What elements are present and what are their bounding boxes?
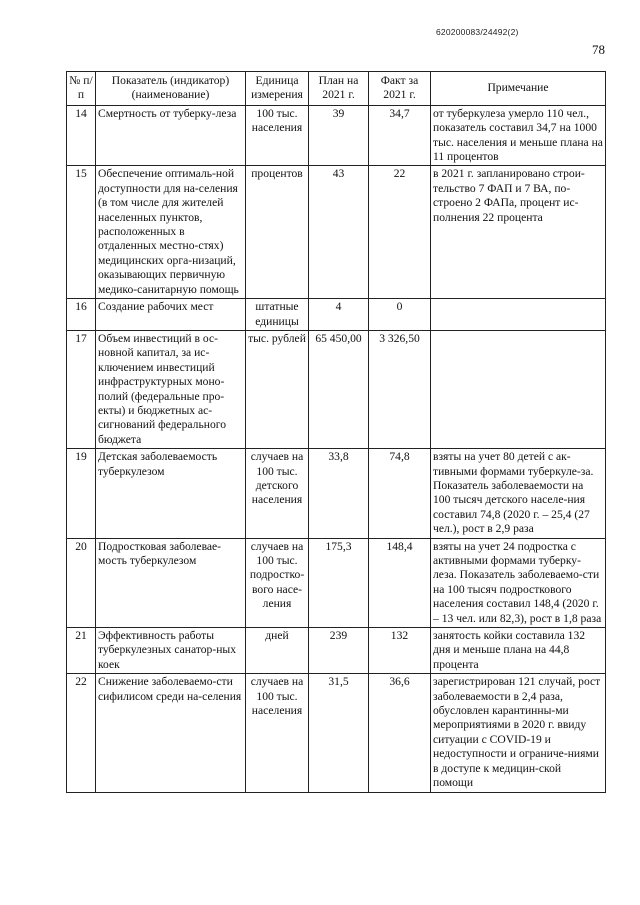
cell-indicator: Подростковая заболевае-мость туберкулезом bbox=[96, 538, 246, 627]
col-header-num: № п/п bbox=[67, 72, 96, 106]
cell-unit: 100 тыс. населения bbox=[246, 105, 309, 166]
table-row bbox=[67, 674, 606, 792]
indicators-table bbox=[66, 71, 606, 793]
cell-note bbox=[431, 330, 606, 448]
page-number: 78 bbox=[592, 42, 605, 57]
col-header-indicator: Показатель (индикатор) (наименование) bbox=[96, 72, 246, 106]
table-row bbox=[67, 449, 606, 538]
table-row bbox=[67, 628, 606, 674]
col-header-note: Примечание bbox=[431, 72, 606, 106]
cell-plan: 33,8 bbox=[309, 449, 369, 538]
cell-indicator: Снижение заболеваемо-сти сифилисом среди на-селения bbox=[96, 674, 246, 792]
cell-plan: 39 bbox=[309, 105, 369, 166]
cell-note: взяты на учет 80 детей с ак-тивными формами туберкуле-за. Показатель заболеваемости на 100 тысяч детского населе-ния составил 74,8 (2020 г. – 25,4 (27 чел.), рост в 2,9 раза bbox=[431, 449, 606, 538]
cell-indicator: Смертность от туберку-леза bbox=[96, 105, 246, 166]
cell-unit: дней bbox=[246, 628, 309, 674]
cell-plan: 31,5 bbox=[309, 674, 369, 792]
document-id: 620200083/24492(2) bbox=[436, 27, 519, 37]
cell-fact: 22 bbox=[369, 166, 431, 299]
cell-plan: 175,3 bbox=[309, 538, 369, 627]
cell-num: 15 bbox=[67, 166, 96, 299]
table-header-row bbox=[67, 72, 606, 106]
cell-plan: 65 450,00 bbox=[309, 330, 369, 448]
cell-plan: 43 bbox=[309, 166, 369, 299]
cell-num: 14 bbox=[67, 105, 96, 166]
cell-num: 21 bbox=[67, 628, 96, 674]
cell-unit: случаев на 100 тыс. детского населения bbox=[246, 449, 309, 538]
cell-fact: 36,6 bbox=[369, 674, 431, 792]
cell-note: взяты на учет 24 подростка с активными формами туберку-леза. Показатель заболеваемо-сти на 100 тысяч подросткового населения составил 148,4 (2020 г. – 13 чел. или 82,3), рост в 1,8 раза bbox=[431, 538, 606, 627]
cell-note: занятость койки составила 132 дня и меньше плана на 44,8 процента bbox=[431, 628, 606, 674]
cell-unit: процентов bbox=[246, 166, 309, 299]
cell-plan: 239 bbox=[309, 628, 369, 674]
cell-fact: 0 bbox=[369, 299, 431, 331]
col-header-unit: Единица измерения bbox=[246, 72, 309, 106]
table-row bbox=[67, 105, 606, 166]
cell-plan: 4 bbox=[309, 299, 369, 331]
cell-indicator: Эффективность работы туберкулезных санатор-ных коек bbox=[96, 628, 246, 674]
cell-num: 16 bbox=[67, 299, 96, 331]
cell-fact: 148,4 bbox=[369, 538, 431, 627]
cell-unit: случаев на 100 тыс. населения bbox=[246, 674, 309, 792]
cell-unit: тыс. рублей bbox=[246, 330, 309, 448]
cell-indicator: Детская заболеваемость туберкулезом bbox=[96, 449, 246, 538]
cell-fact: 34,7 bbox=[369, 105, 431, 166]
table-body bbox=[67, 105, 606, 792]
cell-note: в 2021 г. запланировано строи-тельство 7 ФАП и 7 ВА, по-строено 2 ФАПа, процент ис-полнения 22 процента bbox=[431, 166, 606, 299]
cell-indicator: Объем инвестиций в ос-новной капитал, за ис-ключением инвестиций инфраструктурных моно-полий (федеральные про-екты) и бюджетных ас-сигнований федерального бюджета bbox=[96, 330, 246, 448]
cell-note bbox=[431, 299, 606, 331]
cell-unit: случаев на 100 тыс. подростко-вого насе-ления bbox=[246, 538, 309, 627]
cell-num: 17 bbox=[67, 330, 96, 448]
col-header-plan: План на 2021 г. bbox=[309, 72, 369, 106]
cell-num: 20 bbox=[67, 538, 96, 627]
table-row bbox=[67, 538, 606, 627]
col-header-fact: Факт за 2021 г. bbox=[369, 72, 431, 106]
cell-indicator: Создание рабочих мест bbox=[96, 299, 246, 331]
cell-note: от туберкулеза умерло 110 чел., показатель составил 34,7 на 1000 тыс. населения и меньше плана на 11 процентов bbox=[431, 105, 606, 166]
cell-unit: штатные единицы bbox=[246, 299, 309, 331]
table-row bbox=[67, 166, 606, 299]
cell-fact: 74,8 bbox=[369, 449, 431, 538]
cell-fact: 132 bbox=[369, 628, 431, 674]
table-row bbox=[67, 299, 606, 331]
cell-fact: 3 326,50 bbox=[369, 330, 431, 448]
cell-num: 22 bbox=[67, 674, 96, 792]
cell-note: зарегистрирован 121 случай, рост заболеваемости в 2,4 раза, обусловлен карантинны-ми мероприятиями в 2020 г. ввиду ситуации с COVID-19 и недоступности и ограниче-ниями в доступе к медицин-ской помощи bbox=[431, 674, 606, 792]
cell-num: 19 bbox=[67, 449, 96, 538]
cell-indicator: Обеспечение оптималь-ной доступности для на-селения (в том числе для жителей населенных пунктов, расположенных в отдаленных местно-стях) медицинских орга-низаций, оказывающих первичную медико-санитарную помощь bbox=[96, 166, 246, 299]
table-row bbox=[67, 330, 606, 448]
